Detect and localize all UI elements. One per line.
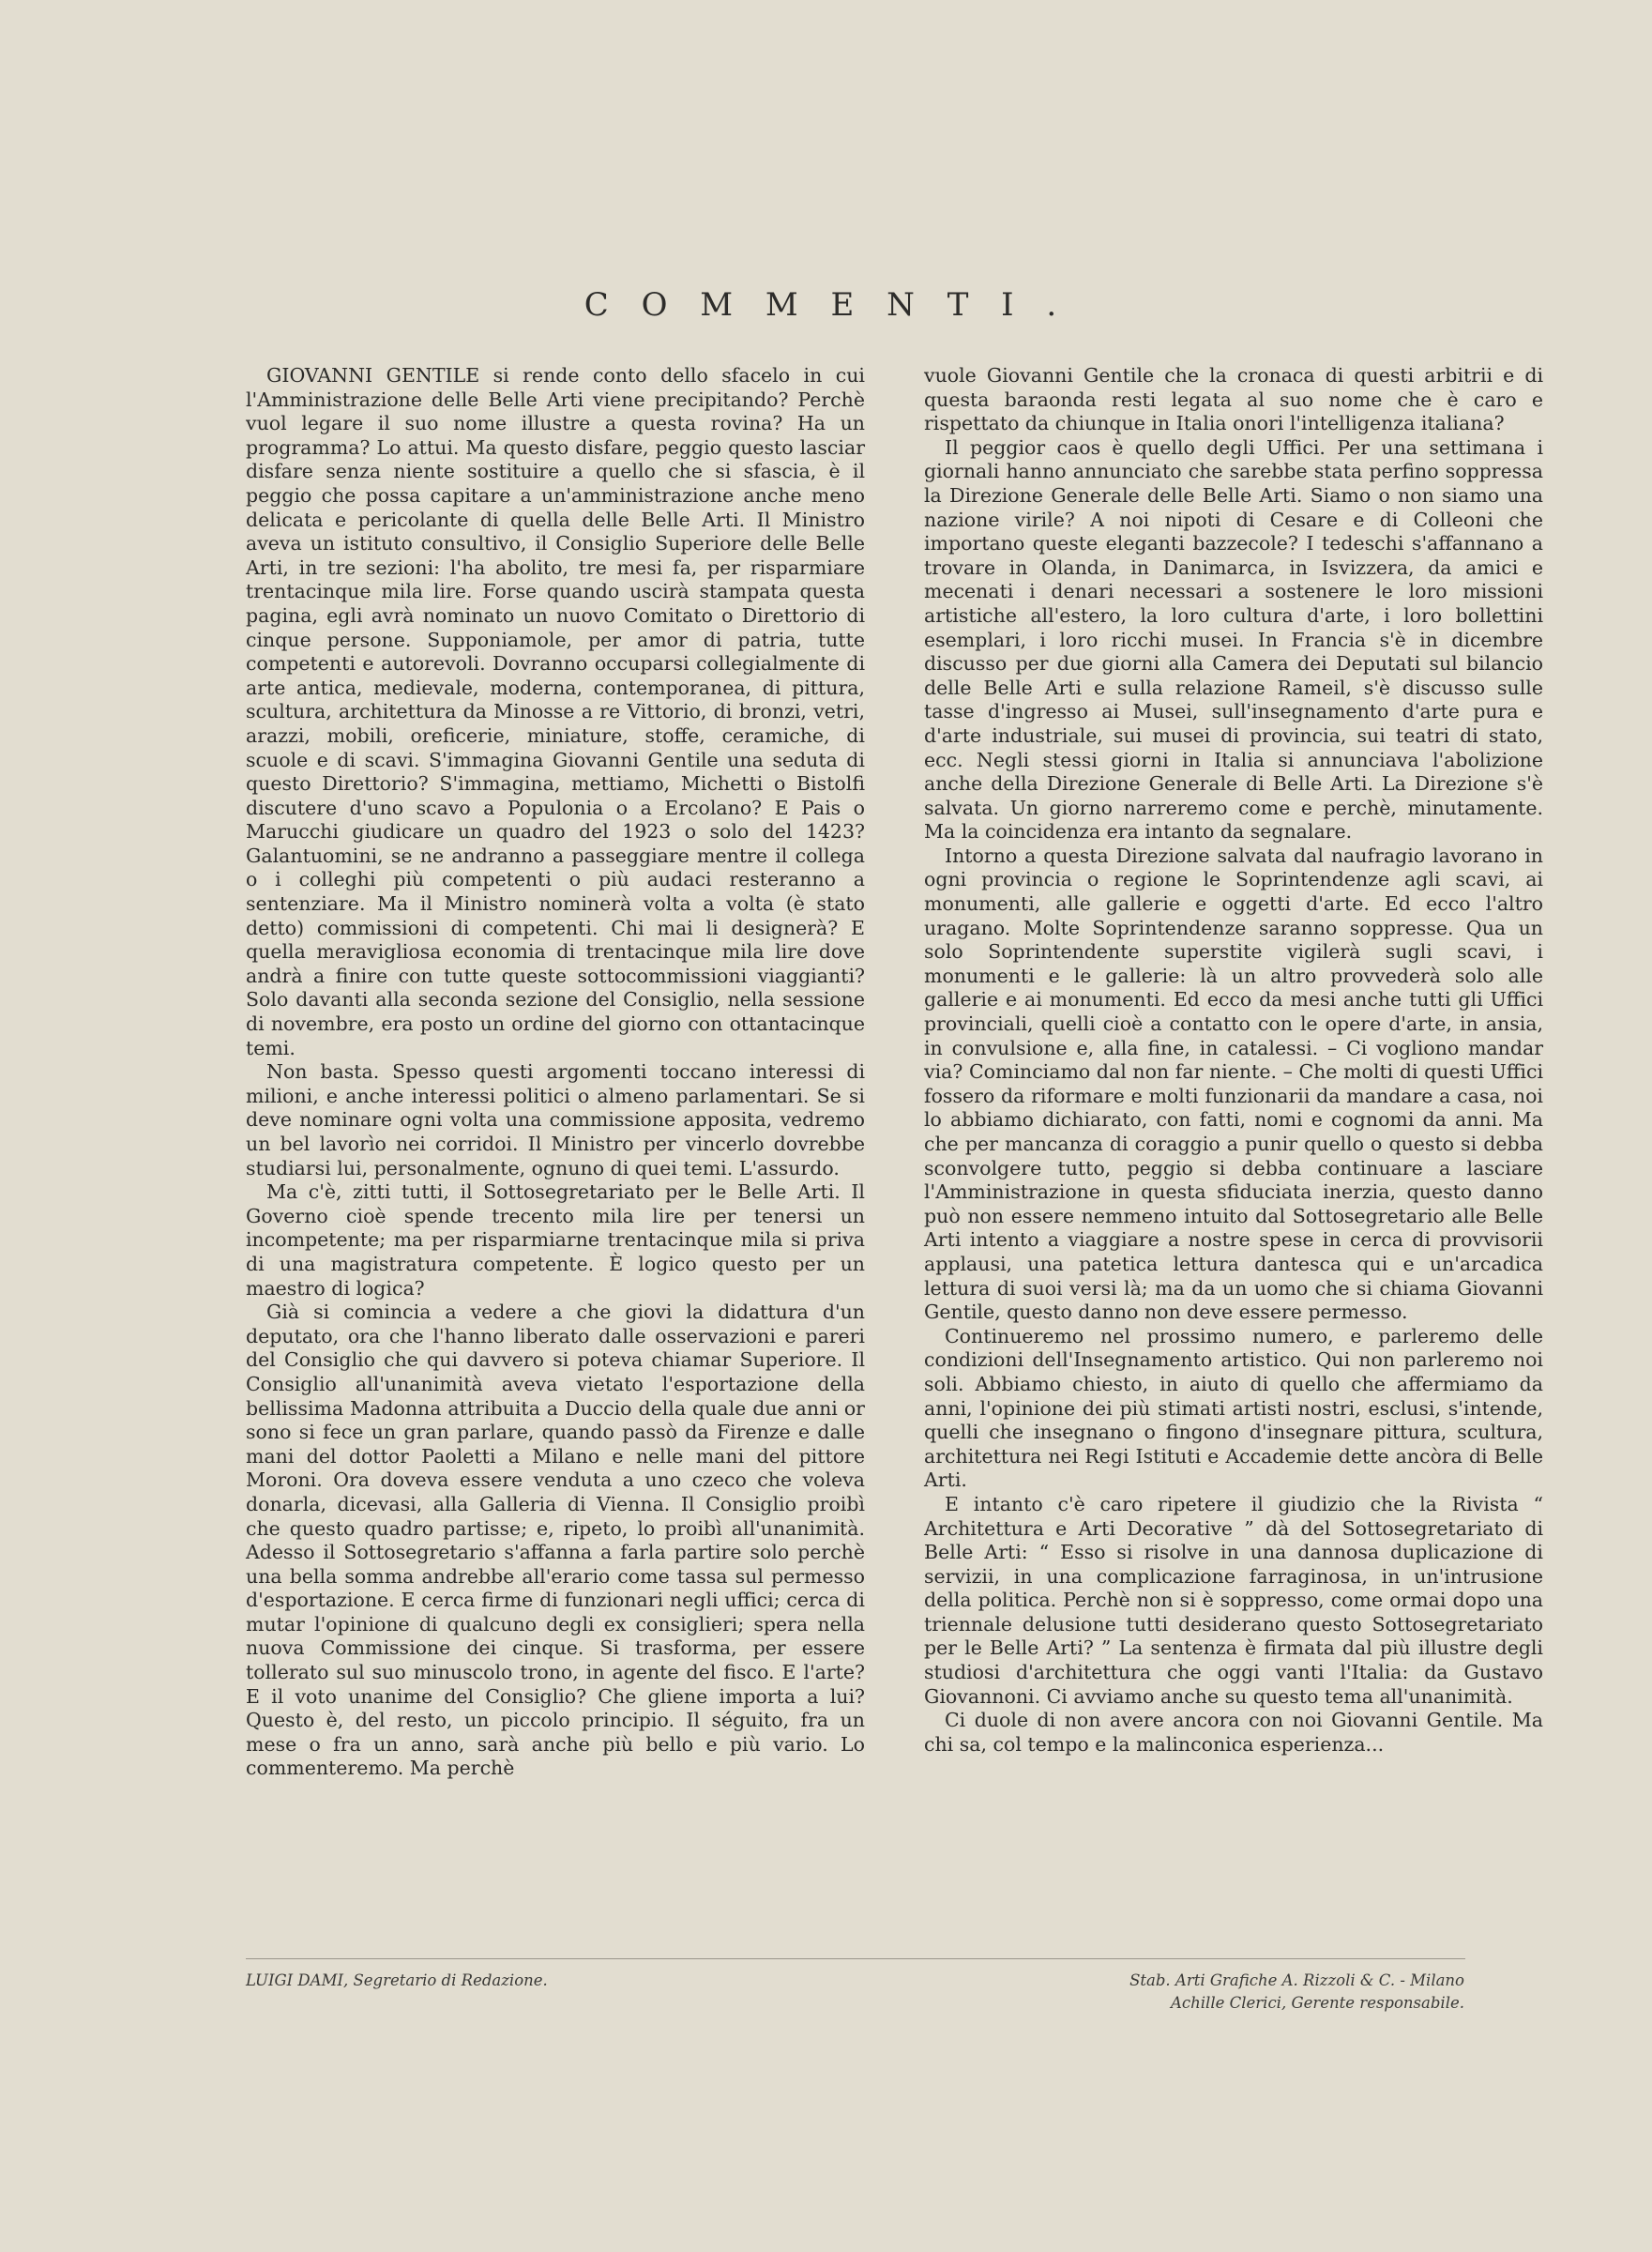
paragraph: Il peggior caos è quello degli Uffici. Per una settimana i giornali hanno annunciato che sarebbe stata perfino soppressa la Direzione Generale delle Belle Arti. Siamo o non siamo una nazione virile? A noi nipoti di Cesare e di Colleoni che importano queste eleganti bazzecole? I tedeschi s'affannano a trovare in Olanda, in Danimarca, in Isvizzera, da amici e mecenati i denari necessari a sostenere le loro missioni artistiche all'estero, la loro cultura d'arte, i loro bollettini esemplari, i loro ricchi musei. In Francia s'è in dicembre discusso per due giorni alla Camera dei Deputati sul bilancio delle Belle Arti e sulla relazione Rameil, s'è discusso sulle tasse d'ingresso ai Musei, sull'insegnamento d'arte pura e d'arte industriale, sui musei di provincia, sui teatri di stato, ecc. Negli stessi giorni in Italia si annunciava l'abolizione anche della Direzione Generale di Belle Arti. La Direzione s'è salvata. Un giorno narreremo come e perchè, minutamente. Ma la coincidenza era intanto da segnalare.	[924, 435, 1543, 844]
paragraph: Intorno a questa Direzione salvata dal naufragio lavorano in ogni provincia o regione le Soprintendenze agli scavi, ai monumenti, alle gallerie e oggetti d'arte. Ed ecco l'altro uragano. Molte Soprintendenze saranno soppresse. Qua un solo Soprintendente superstite vigilerà sugli scavi, i monumenti e le gallerie: là un altro provvederà solo alle gallerie e ai monumenti. Ed ecco da mesi anche tutti gli Uffici provinciali, quelli cioè a contatto con le opere d'arte, in ansia, in convulsione e, alla fine, in catalessi. – Ci vogliono mandar via? Cominciamo dal non far niente. – Che molti di questi Uffici fossero da riformare e molti funzionarii da mandare a casa, noi lo abbiamo dichiarato, con fatti, nomi e cognomi da anni. Ma che per mancanza di coraggio a punir quello o questo si debba sconvolgere tutto, peggio si debba continuare a lasciare l'Amministrazione in questa sfiduciata inerzia, questo danno può non essere nemmeno intuito dal Sottosegretario alle Belle Arti intento a viaggiare a nostre spese in cerca di provvisorii applausi, una patetica lettura dantesca qui e un'arcadica lettura di suoi versi là; ma da un uomo che si chiama Giovanni Gentile, questo danno non deve essere permesso.	[924, 844, 1543, 1324]
paragraph: E intanto c'è caro ripetere il giudizio che la Rivista “ Architettura e Arti Decorative ” dà del Sottosegretariato di Belle Arti: “ Esso si risolve in una dannosa duplicazione di servizii, in una complicazione farraginosa, in un'intrusione della politica. Perchè non si è soppresso, come ormai dopo una triennale delusione tutti desiderano questo Sottosegretariato per le Belle Arti? ” La sentenza è firmata dal più illustre degli studiosi d'architettura che oggi vanti l'Italia: da Gustavo Giovannoni. Ci avviamo anche su questo tema all'unanimità.	[924, 1492, 1543, 1708]
footer-editor: LUIGI DAMI, Segretario di Redazione.	[246, 1971, 548, 1989]
paragraph: Continueremo nel prossimo numero, e parleremo delle condizioni dell'Insegnamento artistico. Qui non parleremo noi soli. Abbiamo chiesto, in aiuto di quello che affermiamo da anni, l'opinione dei più stimati artisti nostri, esclusi, s'intende, quelli che insegnano o fingono d'insegnare pittura, scultura, architettura nei Regi Istituti e Accademie dette ancòra di Belle Arti.	[924, 1324, 1543, 1492]
left-column	[246, 364, 865, 1781]
page-title: C O M M E N T I .	[584, 285, 1068, 324]
footer-printer	[1129, 1970, 1464, 2015]
paragraph: Non basta. Spesso questi argomenti toccano interessi di milioni, e anche interessi politici o almeno parlamentari. Se si deve nominare ogni volta una commissione apposita, vedremo un bel lavorìo nei corridoi. Il Ministro per vincerlo dovrebbe studiarsi lui, personalmente, ognuno di quei temi. L'assurdo.	[246, 1060, 865, 1179]
footer-printer-line: Stab. Arti Grafiche A. Rizzoli & C. - Milano	[1129, 1971, 1464, 1989]
paragraph: Ma c'è, zitti tutti, il Sottosegretariato per le Belle Arti. Il Governo cioè spende trecento mila lire per tenersi un incompetente; ma per risparmiarne trentacinque mila si priva di una magistratura competente. È logico questo per un maestro di logica?	[246, 1180, 865, 1300]
paragraph: Ci duole di non avere ancora con noi Giovanni Gentile. Ma chi sa, col tempo e la malinconica esperienza...	[924, 1709, 1543, 1756]
footer-divider	[246, 1958, 1465, 1959]
paragraph: GIOVANNI GENTILE si rende conto dello sfacelo in cui l'Amministrazione delle Belle Arti viene precipitando? Perchè vuol legare il suo nome illustre a questa rovina? Ha un programma? Lo attui. Ma questo disfare, peggio questo lasciar disfare senza niente sostituire a quello che si sfascia, è il peggio che possa capitare a un'amministrazione anche meno delicata e pericolante di quella delle Belle Arti. Il Ministro aveva un istituto consultivo, il Consiglio Superiore delle Belle Arti, in tre sezioni: l'ha abolito, tre mesi fa, per risparmiare trentacinque mila lire. Forse quando uscirà stampata questa pagina, egli avrà nominato un nuovo Comitato o Direttorio di cinque persone. Supponiamole, per amor di patria, tutte competenti e autorevoli. Dovranno occuparsi collegialmente di arte antica, medievale, moderna, contemporanea, di pittura, scultura, architettura da Minosse a re Vittorio, di bronzi, vetri, arazzi, mobili, oreficerie, miniature, stoffe, ceramiche, di scuole e di scavi. S'immagina Giovanni Gentile una seduta di questo Direttorio? S'immagina, mettiamo, Michetti o Bistolfi discutere d'uno scavo a Populonia o a Ercolano? E Pais o Marucchi giudicare un quadro del 1923 o solo del 1423? Galantuomini, se ne andranno a passeggiare mentre il collega o i colleghi più competenti o più audaci resteranno a sentenziare. Ma il Ministro nominerà volta a volta (è stato detto) commissioni di competenti. Chi mai li designerà? E quella meravigliosa economia di trentacinque mila lire dove andrà a finire con tutte queste sottocommissioni viaggianti? Solo davanti alla seconda sezione del Consiglio, nella sessione di novembre, era posto un ordine del giorno con ottantacinque temi.	[246, 364, 865, 1059]
right-column	[924, 364, 1543, 1757]
footer-manager-line: Achille Clerici, Gerente responsabile.	[1170, 1994, 1464, 2012]
paragraph-continuation: vuole Giovanni Gentile che la cronaca di questi arbitrii e di questa baraonda resti legata al suo nome che è caro e rispettato da chiunque in Italia onori l'intelligenza italiana?	[924, 364, 1543, 435]
paragraph: Già si comincia a vedere a che giovi la didattura d'un deputato, ora che l'hanno liberato dalle osservazioni e pareri del Consiglio che qui davvero si poteva chiamar Superiore. Il Consiglio all'unanimità aveva vietato l'esportazione della bellissima Madonna attribuita a Duccio della quale due anni or sono si fece un gran parlare, quando passò da Firenze e dalle mani del dottor Paoletti a Milano e nelle mani del pittore Moroni. Ora doveva essere venduta a uno czeco che voleva donarla, dicevasi, alla Galleria di Vienna. Il Consiglio proibì che questo quadro partisse; e, ripeto, lo proibì all'unanimità. Adesso il Sottosegretario s'affanna a farla partire solo perchè una bella somma andrebbe all'erario come tassa sul permesso d'esportazione. E cerca firme di funzionari negli uffici; cerca di mutar l'opinione di qualcuno degli ex consiglieri; spera nella nuova Commissione dei cinque. Si trasforma, per essere tollerato sul suo minuscolo trono, in agente del fisco. E l'arte? E il voto unanime del Consiglio? Che gliene importa a lui? Questo è, del resto, un piccolo principio. Il séguito, fra un mese o fra un anno, sarà anche più bello e più vario. Lo commenteremo. Ma perchè	[246, 1301, 865, 1780]
